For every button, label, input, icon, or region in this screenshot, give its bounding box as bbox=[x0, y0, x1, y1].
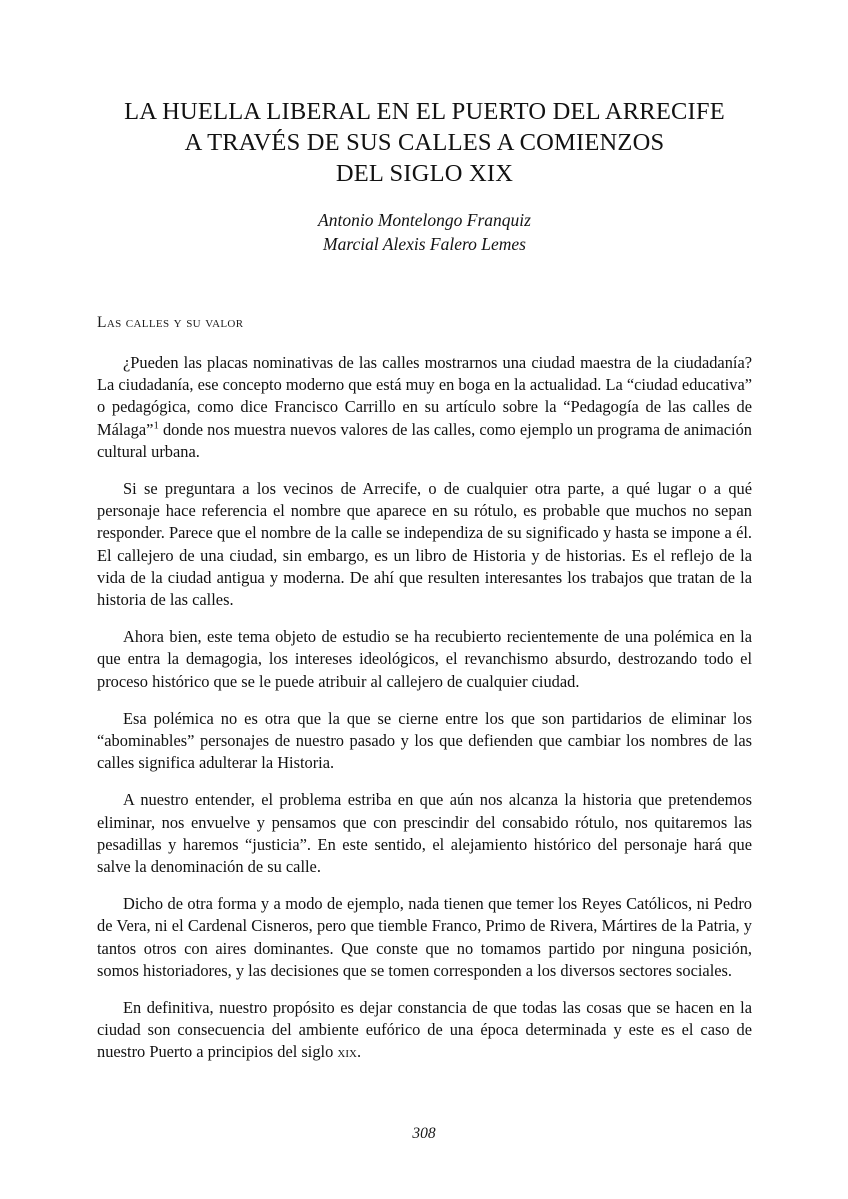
title-line-2: A TRAVÉS DE SUS CALLES A COMIENZOS bbox=[184, 129, 665, 156]
author-name-2: Marcial Alexis Falero Lemes bbox=[323, 234, 526, 254]
author-name-1: Antonio Montelongo Franquiz bbox=[318, 210, 531, 230]
page-number: 308 bbox=[412, 1125, 436, 1142]
century-numeral: xix bbox=[337, 1042, 357, 1062]
paragraph-2: Si se preguntara a los vecinos de Arrecife, o de cualquier otra parte, a qué lugar o a qué personaje hace referencia el nombre que aparece en su rótulo, es probable que muchos no sepan responder. Parece que el nombre de la calle se independiza de su significado y hasta se impone a él. El callejero de una ciudad, sin embargo, es un libro de Historia y de historias. Es el reflejo de la vida de la ciudad antigua y moderna. De ahí que resulten interesantes los trabajos que tratan de la historia de las calles. bbox=[97, 479, 752, 610]
paragraph-3: Ahora bien, este tema objeto de estudio se ha recubierto recientemente de una polémica en la que entra la demagogia, los intereses ideológicos, el revanchismo absurdo, destrozando todo el proceso histórico que se le puede atribuir al callejero de cualquier ciudad. bbox=[97, 627, 752, 691]
paragraph-1-text-after-note: donde nos muestra nuevos valores de las calles, como ejemplo un programa de animación cultural urbana. bbox=[97, 419, 752, 461]
footnote-reference-1[interactable]: 1 bbox=[153, 419, 159, 432]
paragraph-7 bbox=[97, 997, 752, 1064]
paragraph-1 bbox=[97, 352, 752, 463]
paragraph-4: Esa polémica no es otra que la que se cierne entre los que son partidarios de eliminar los “abominables” personajes de nuestro pasado y los que defienden que cambiar los nombres de las calles significa adulterar la Historia. bbox=[97, 708, 752, 773]
article-body bbox=[97, 352, 752, 1064]
title-line-3: DEL SIGLO XIX bbox=[335, 160, 514, 187]
author-list bbox=[97, 208, 752, 256]
paragraph-1-text-before-note: ¿Pueden las placas nominativas de las calles mostrarnos una ciudad maestra de la ciudadanía? La ciudadanía, ese concepto moderno que está muy en boga en la actualidad. La “ciudad educativa” o pedagógica, como dice Francisco Carrillo en su artículo sobre la “Pedagogía de las calles de Málaga” bbox=[97, 353, 752, 439]
paragraph-7-text-end: . bbox=[356, 1042, 362, 1062]
title-line-1: LA HUELLA LIBERAL EN EL PUERTO DEL ARRECIFE bbox=[124, 98, 725, 125]
section-heading: Las calles y su valor bbox=[97, 314, 244, 331]
paragraph-7-text-start: En definitiva, nuestro propósito es dejar constancia de que todas las cosas que se hacen en la ciudad son consecuencia del ambiente eufórico de una época determinada y este es el caso de nuestro Puerto a principios del siglo bbox=[97, 998, 752, 1062]
article-title bbox=[97, 96, 752, 189]
paragraph-6: Dicho de otra forma y a modo de ejemplo, nada tienen que temer los Reyes Católicos, ni Pedro de Vera, ni el Cardenal Cisneros, pero que tiemble Franco, Primo de Rivera, Mártires de la Patria, y tantos otros con aires dominantes. Que conste que no tomamos partido por ninguna posición, somos historiadores, y las decisiones que se tomen corresponden a los diversos sectores sociales. bbox=[97, 894, 752, 980]
paragraph-5: A nuestro entender, el problema estriba en que aún nos alcanza la historia que pretendemos eliminar, nos envuelve y pensamos que con prescindir del consabido rótulo, nos quitaremos las pesadillas y haremos “justicia”. En este sentido, el alejamiento histórico del personaje hará que salve la denominación de su calle. bbox=[97, 790, 752, 877]
